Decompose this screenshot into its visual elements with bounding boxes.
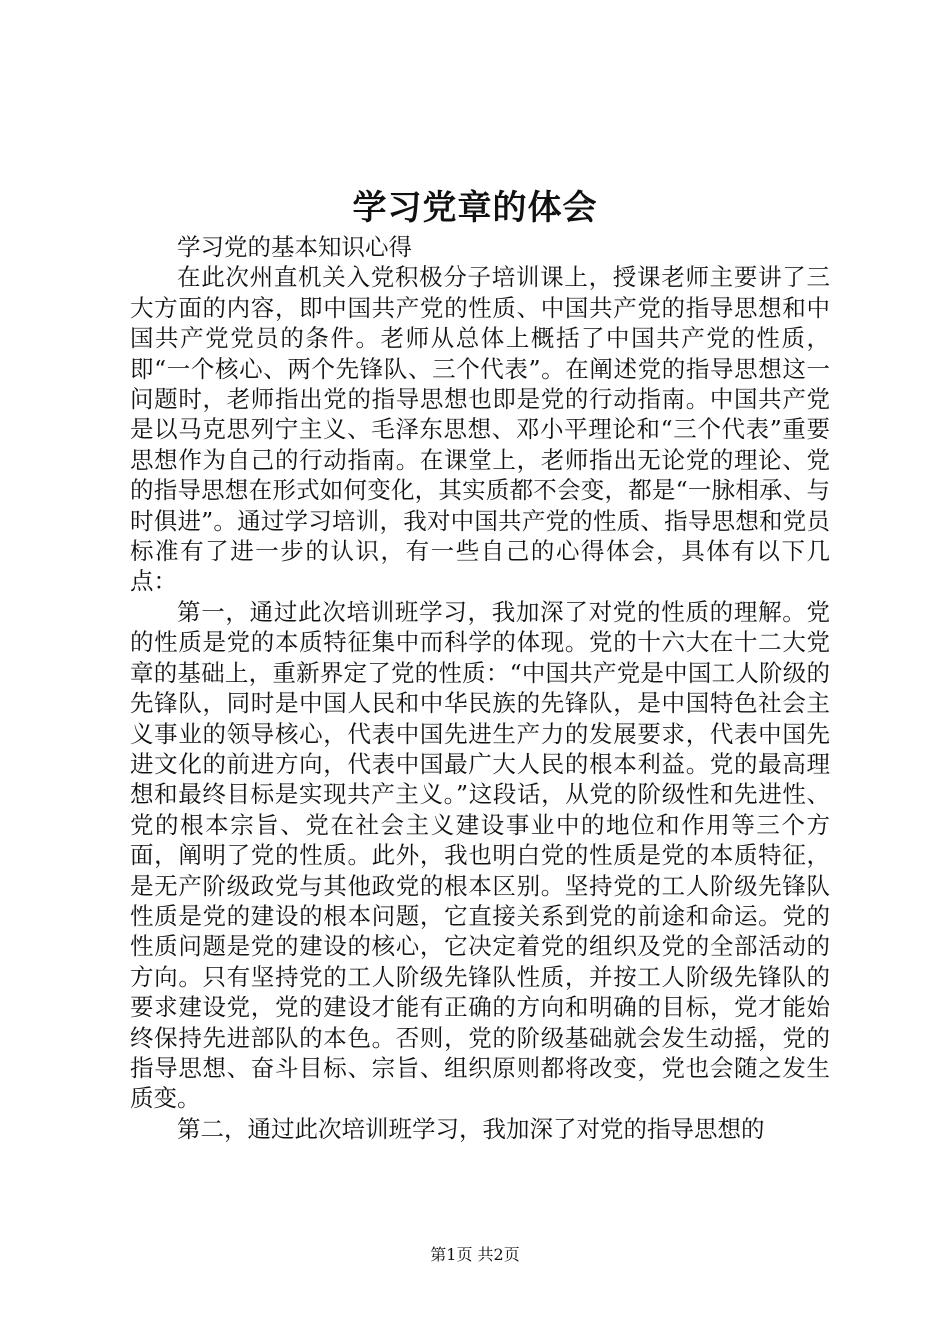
paragraph-subtitle: 学习党的基本知识心得 <box>177 233 412 261</box>
paragraph-intro: 在此次州直机关入党积极分子培训课上，授课老师主要讲了三大方面的内容，即中国共产党的性质、中国共产党的指导思想和中国共产党党员的条件。老师从总体上概括了中国共产党的性质，即“一个核心、两个先锋队、三个代表”。在阐述党的指导思想这一问题时，老师指出党的指导思想也即是党的行动指南。中国共产党是以马克思列宁主义、毛泽东思想、邓小平理论和“三个代表”重要思想作为自己的行动指南。在课堂上，老师指出无论党的理论、党的指导思想在形式如何变化，其实质都不会变，都是“一脉相承、与时俱进”。通过学习培训，我对中国共产党的性质、指导思想和党员标准有了进一步的认识，有一些自己的心得体会，具体有以下几点： <box>130 263 830 596</box>
paragraph-second-point: 第二，通过此次培训班学习，我加深了对党的指导思想的 <box>177 1114 765 1143</box>
paragraph-first-point: 第一，通过此次培训班学习，我加深了对党的性质的理解。党的性质是党的本质特征集中而科学的体现。党的十六大在十二大党章的基础上，重新界定了党的性质：“中国共产党是中国工人阶级的先锋队，同时是中国人民和中华民族的先锋队，是中国特色社会主义事业的领导核心，代表中国先进生产力的发展要求，代表中国先进文化的前进方向，代表中国最广大人民的根本利益。党的最高理想和最终目标是实现共产主义。”这段话，从党的阶级性和先进性、党的根本宗旨、党在社会主义建设事业中的地位和作用等三个方面，阐明了党的性质。此外，我也明白党的性质是党的本质特征，是无产阶级政党与其他政党的根本区别。坚持党的工人阶级先锋队性质是党的建设的根本问题，它直接关系到党的前途和命运。党的性质问题是党的建设的核心，它决定着党的组织及党的全部活动的方向。只有坚持党的工人阶级先锋队性质，并按工人阶级先锋队的要求建设党，党的建设才能有正确的方向和明确的目标，党才能始终保持先进部队的本色。否则，党的阶级基础就会发生动摇，党的指导思想、奋斗目标、宗旨、组织原则都将改变，党也会随之发生质变。 <box>130 597 830 1113</box>
document-body <box>130 232 830 1144</box>
page-footer: 第1页 共2页 <box>430 1245 520 1264</box>
document-title: 学习党章的体会 <box>352 188 598 228</box>
